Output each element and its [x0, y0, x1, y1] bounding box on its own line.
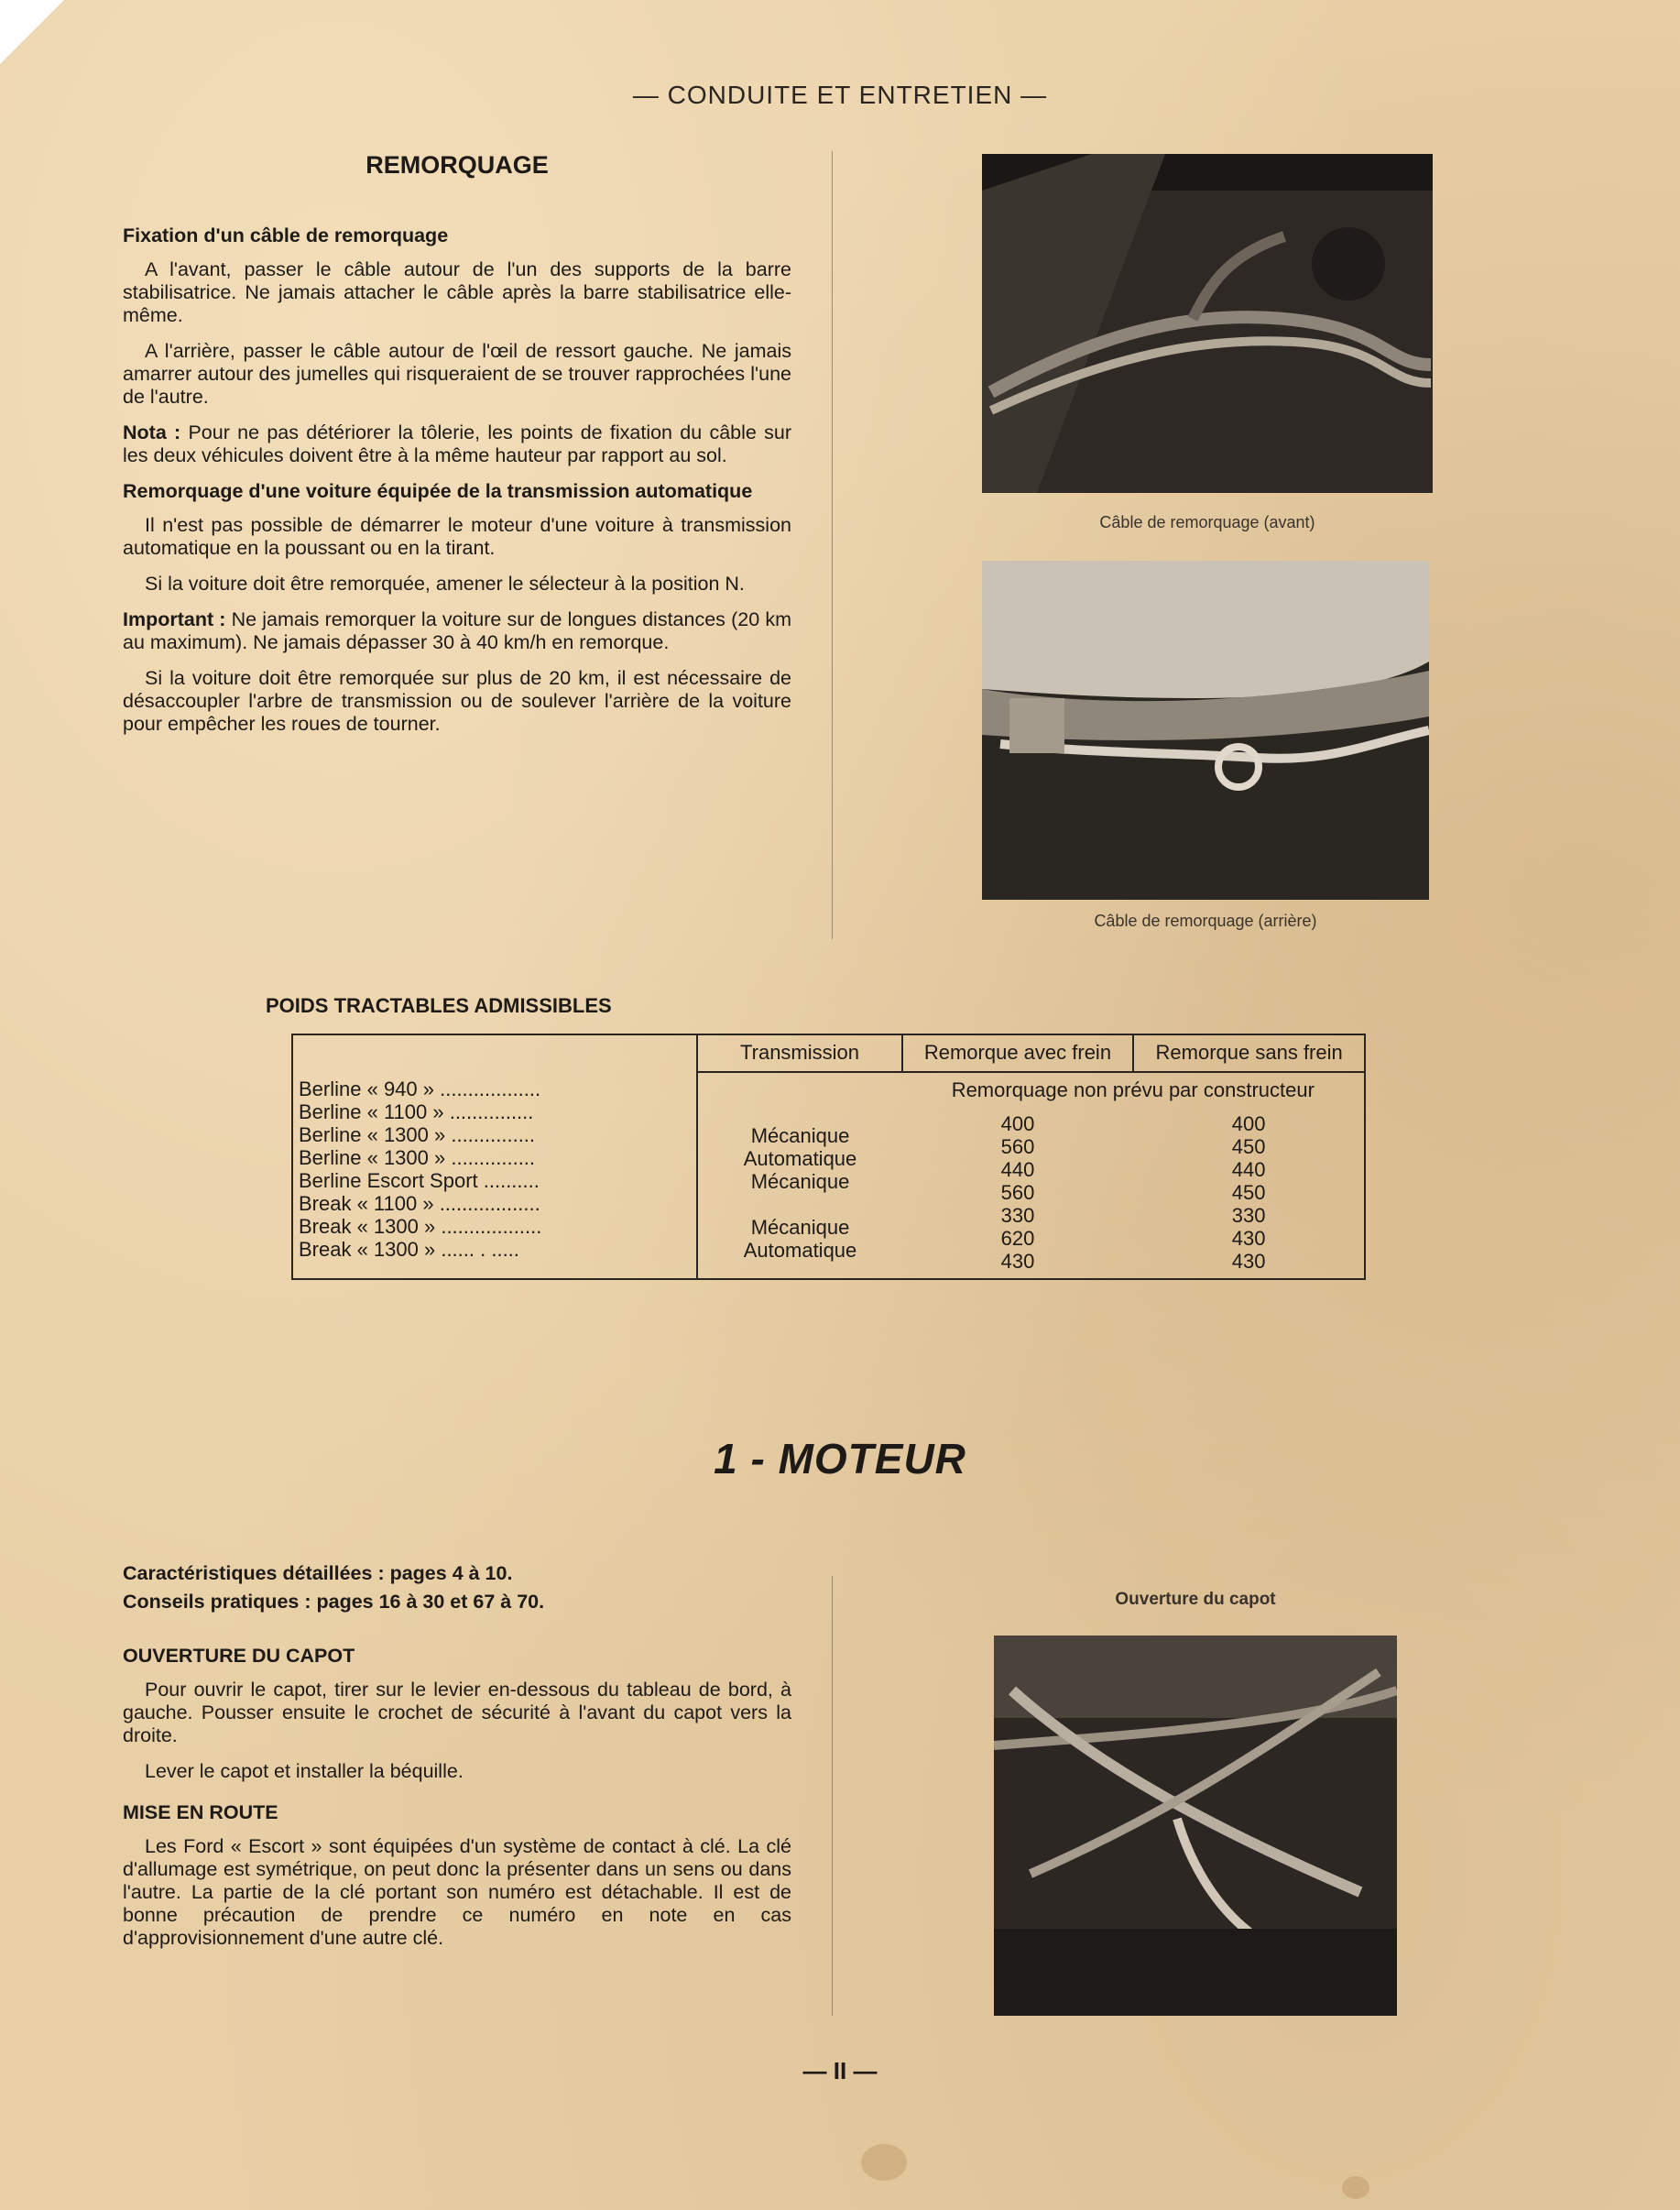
remorquage-title: REMORQUAGE	[365, 151, 549, 179]
transmission-value: Mécanique	[750, 1124, 850, 1147]
avec-frein-value: 330	[1000, 1204, 1035, 1227]
vehicle-name: Berline « 1300 » ...............	[299, 1123, 536, 1146]
nota-label: Nota :	[123, 421, 181, 443]
conseils-line	[123, 1591, 791, 1614]
vehicle-name: Berline « 1300 » ...............	[299, 1146, 536, 1169]
caption-rear-cable: Câble de remorquage (arrière)	[1094, 912, 1317, 930]
carac-label: Caractéristiques détaillées :	[123, 1562, 385, 1584]
moteur-text	[123, 1562, 791, 1963]
photo-hood-image	[994, 1636, 1397, 2016]
photo-rear-cable	[982, 561, 1429, 900]
vehicle-name: Break « 1300 » ...... . .....	[299, 1238, 519, 1261]
capot-heading: OUVERTURE DU CAPOT	[123, 1645, 355, 1667]
photo-hood-opening	[994, 1636, 1397, 2016]
transmission-list	[704, 1078, 896, 1262]
header-transmission: Transmission	[697, 1034, 901, 1072]
transmission-value	[704, 1078, 896, 1101]
remorquage-text	[123, 224, 791, 749]
photo-rear-cable-image	[982, 561, 1429, 900]
page-number: — II —	[802, 2057, 878, 2084]
photo-front-cable-image	[982, 154, 1433, 493]
sans-frein-list	[1139, 1112, 1358, 1273]
avec-frein-value: 440	[1000, 1158, 1035, 1181]
caption-hood: Ouverture du capot	[1115, 1590, 1276, 1609]
vehicle-name: Berline « 1100 » ...............	[299, 1100, 534, 1123]
route-heading: MISE EN ROUTE	[123, 1801, 278, 1823]
auto-heading: Remorquage d'une voiture équipée de la transmission automatique	[123, 480, 753, 502]
sans-frein-value: 430	[1231, 1227, 1266, 1250]
sans-frein-value: 330	[1231, 1204, 1266, 1227]
no-towing-note: Remorquage non prévu par constructeur	[902, 1072, 1365, 1107]
avec-frein-cell	[902, 1107, 1134, 1279]
running-header: — CONDUITE ET ENTRETIEN —	[632, 81, 1048, 109]
vehicle-name: Berline Escort Sport ..........	[299, 1169, 540, 1192]
paragraph-long-distance: Si la voiture doit être remorquée sur plus de 20 km, il est nécessaire de désaccoupler l'arbre de transmission ou de soulever l'arrière de la voiture pour empêcher les roues de tourner.	[123, 667, 791, 735]
avec-frein-value: 560	[1000, 1135, 1035, 1158]
vehicle-name: Break « 1300 » ..................	[299, 1215, 542, 1238]
transmission-value: Mécanique	[750, 1216, 850, 1239]
sans-frein-cell	[1133, 1107, 1365, 1279]
important-paragraph	[123, 608, 791, 654]
vehicle-names-cell	[292, 1072, 697, 1279]
avec-frein-list	[908, 1112, 1129, 1273]
weights-table	[291, 1034, 1366, 1280]
carac-line	[123, 1562, 791, 1585]
photo-front-cable	[982, 154, 1433, 493]
transmission-value	[704, 1193, 896, 1216]
moteur-title: 1 - MOTEUR	[714, 1435, 966, 1482]
nota-paragraph	[123, 421, 791, 467]
vehicle-names-list	[299, 1078, 691, 1261]
sans-frein-value: 430	[1231, 1250, 1266, 1273]
important-label: Important :	[123, 608, 226, 630]
important-text: Ne jamais remorquer la voiture sur de longues distances (20 km au maximum). Ne jamais dépasser 30 à 40 km/h en remorque.	[123, 608, 791, 653]
sans-frein-value: 450	[1231, 1181, 1266, 1204]
capot-paragraph-1: Pour ouvrir le capot, tirer sur le levier en-dessous du tableau de bord, à gauche. Pousser ensuite le crochet de sécurité à l'avant du capot vers la droite.	[123, 1679, 791, 1746]
nota-text: Pour ne pas détériorer la tôlerie, les points de fixation du câble sur les deux véhicules doivent être à la même hauteur par rapport au sol.	[123, 421, 791, 466]
paragraph-front: A l'avant, passer le câble autour de l'un des supports de la barre stabilisatrice. Ne jamais attacher le câble après la barre stabilisatrice elle-même.	[123, 258, 791, 326]
transmission-value: Mécanique	[750, 1170, 850, 1193]
paragraph-selector: Si la voiture doit être remorquée, amener le sélecteur à la position N.	[145, 573, 745, 595]
column-divider	[832, 151, 833, 939]
page-corner-fold	[0, 0, 64, 64]
avec-frein-value: 560	[1000, 1181, 1035, 1204]
vehicle-name: Berline « 940 » ..................	[299, 1078, 541, 1100]
paper-stain	[1342, 2176, 1369, 2199]
header-avec-frein: Remorque avec frein	[902, 1034, 1134, 1072]
avec-frein-value: 620	[1000, 1227, 1035, 1250]
transmission-value: Automatique	[743, 1147, 857, 1170]
sans-frein-value: 450	[1231, 1135, 1266, 1158]
capot-paragraph-2: Lever le capot et installer la béquille.	[145, 1760, 464, 1782]
paper-stain	[861, 2144, 907, 2181]
header-blank	[292, 1034, 697, 1072]
conseils-value: pages 16 à 30 et 67 à 70.	[311, 1591, 545, 1613]
transmission-value	[704, 1101, 896, 1124]
transmission-value: Automatique	[743, 1239, 857, 1262]
header-sans-frein: Remorque sans frein	[1133, 1034, 1365, 1072]
avec-frein-value: 430	[1000, 1250, 1035, 1273]
fixation-heading: Fixation d'un câble de remorquage	[123, 224, 449, 246]
conseils-label: Conseils pratiques :	[123, 1591, 311, 1613]
route-paragraph: Les Ford « Escort » sont équipées d'un système de contact à clé. La clé d'allumage est symétrique, on peut donc la présenter dans un sens ou dans l'autre. La partie de la clé portant son numéro est détachable. Il est de bonne précaution de prendre ce numéro en note en cas d'approvisionnement d'une autre clé.	[123, 1835, 791, 1949]
sans-frein-value: 400	[1231, 1112, 1266, 1135]
caption-front-cable: Câble de remorquage (avant)	[1099, 513, 1315, 531]
table-row	[292, 1072, 1365, 1107]
table-title: POIDS TRACTABLES ADMISSIBLES	[266, 994, 612, 1017]
paragraph-rear: A l'arrière, passer le câble autour de l'œil de ressort gauche. Ne jamais amarrer autour des jumelles qui risqueraient de se trouver rapprochées l'une de l'autre.	[123, 340, 791, 408]
transmission-cell	[697, 1072, 901, 1279]
column-divider	[832, 1576, 833, 2016]
paragraph-auto: Il n'est pas possible de démarrer le moteur d'une voiture à transmission automatique en la poussant ou en la tirant.	[123, 514, 791, 559]
vehicle-name: Break « 1100 » ..................	[299, 1192, 540, 1215]
avec-frein-value: 400	[1000, 1112, 1035, 1135]
carac-value: pages 4 à 10.	[384, 1562, 513, 1584]
sans-frein-value: 440	[1231, 1158, 1266, 1181]
